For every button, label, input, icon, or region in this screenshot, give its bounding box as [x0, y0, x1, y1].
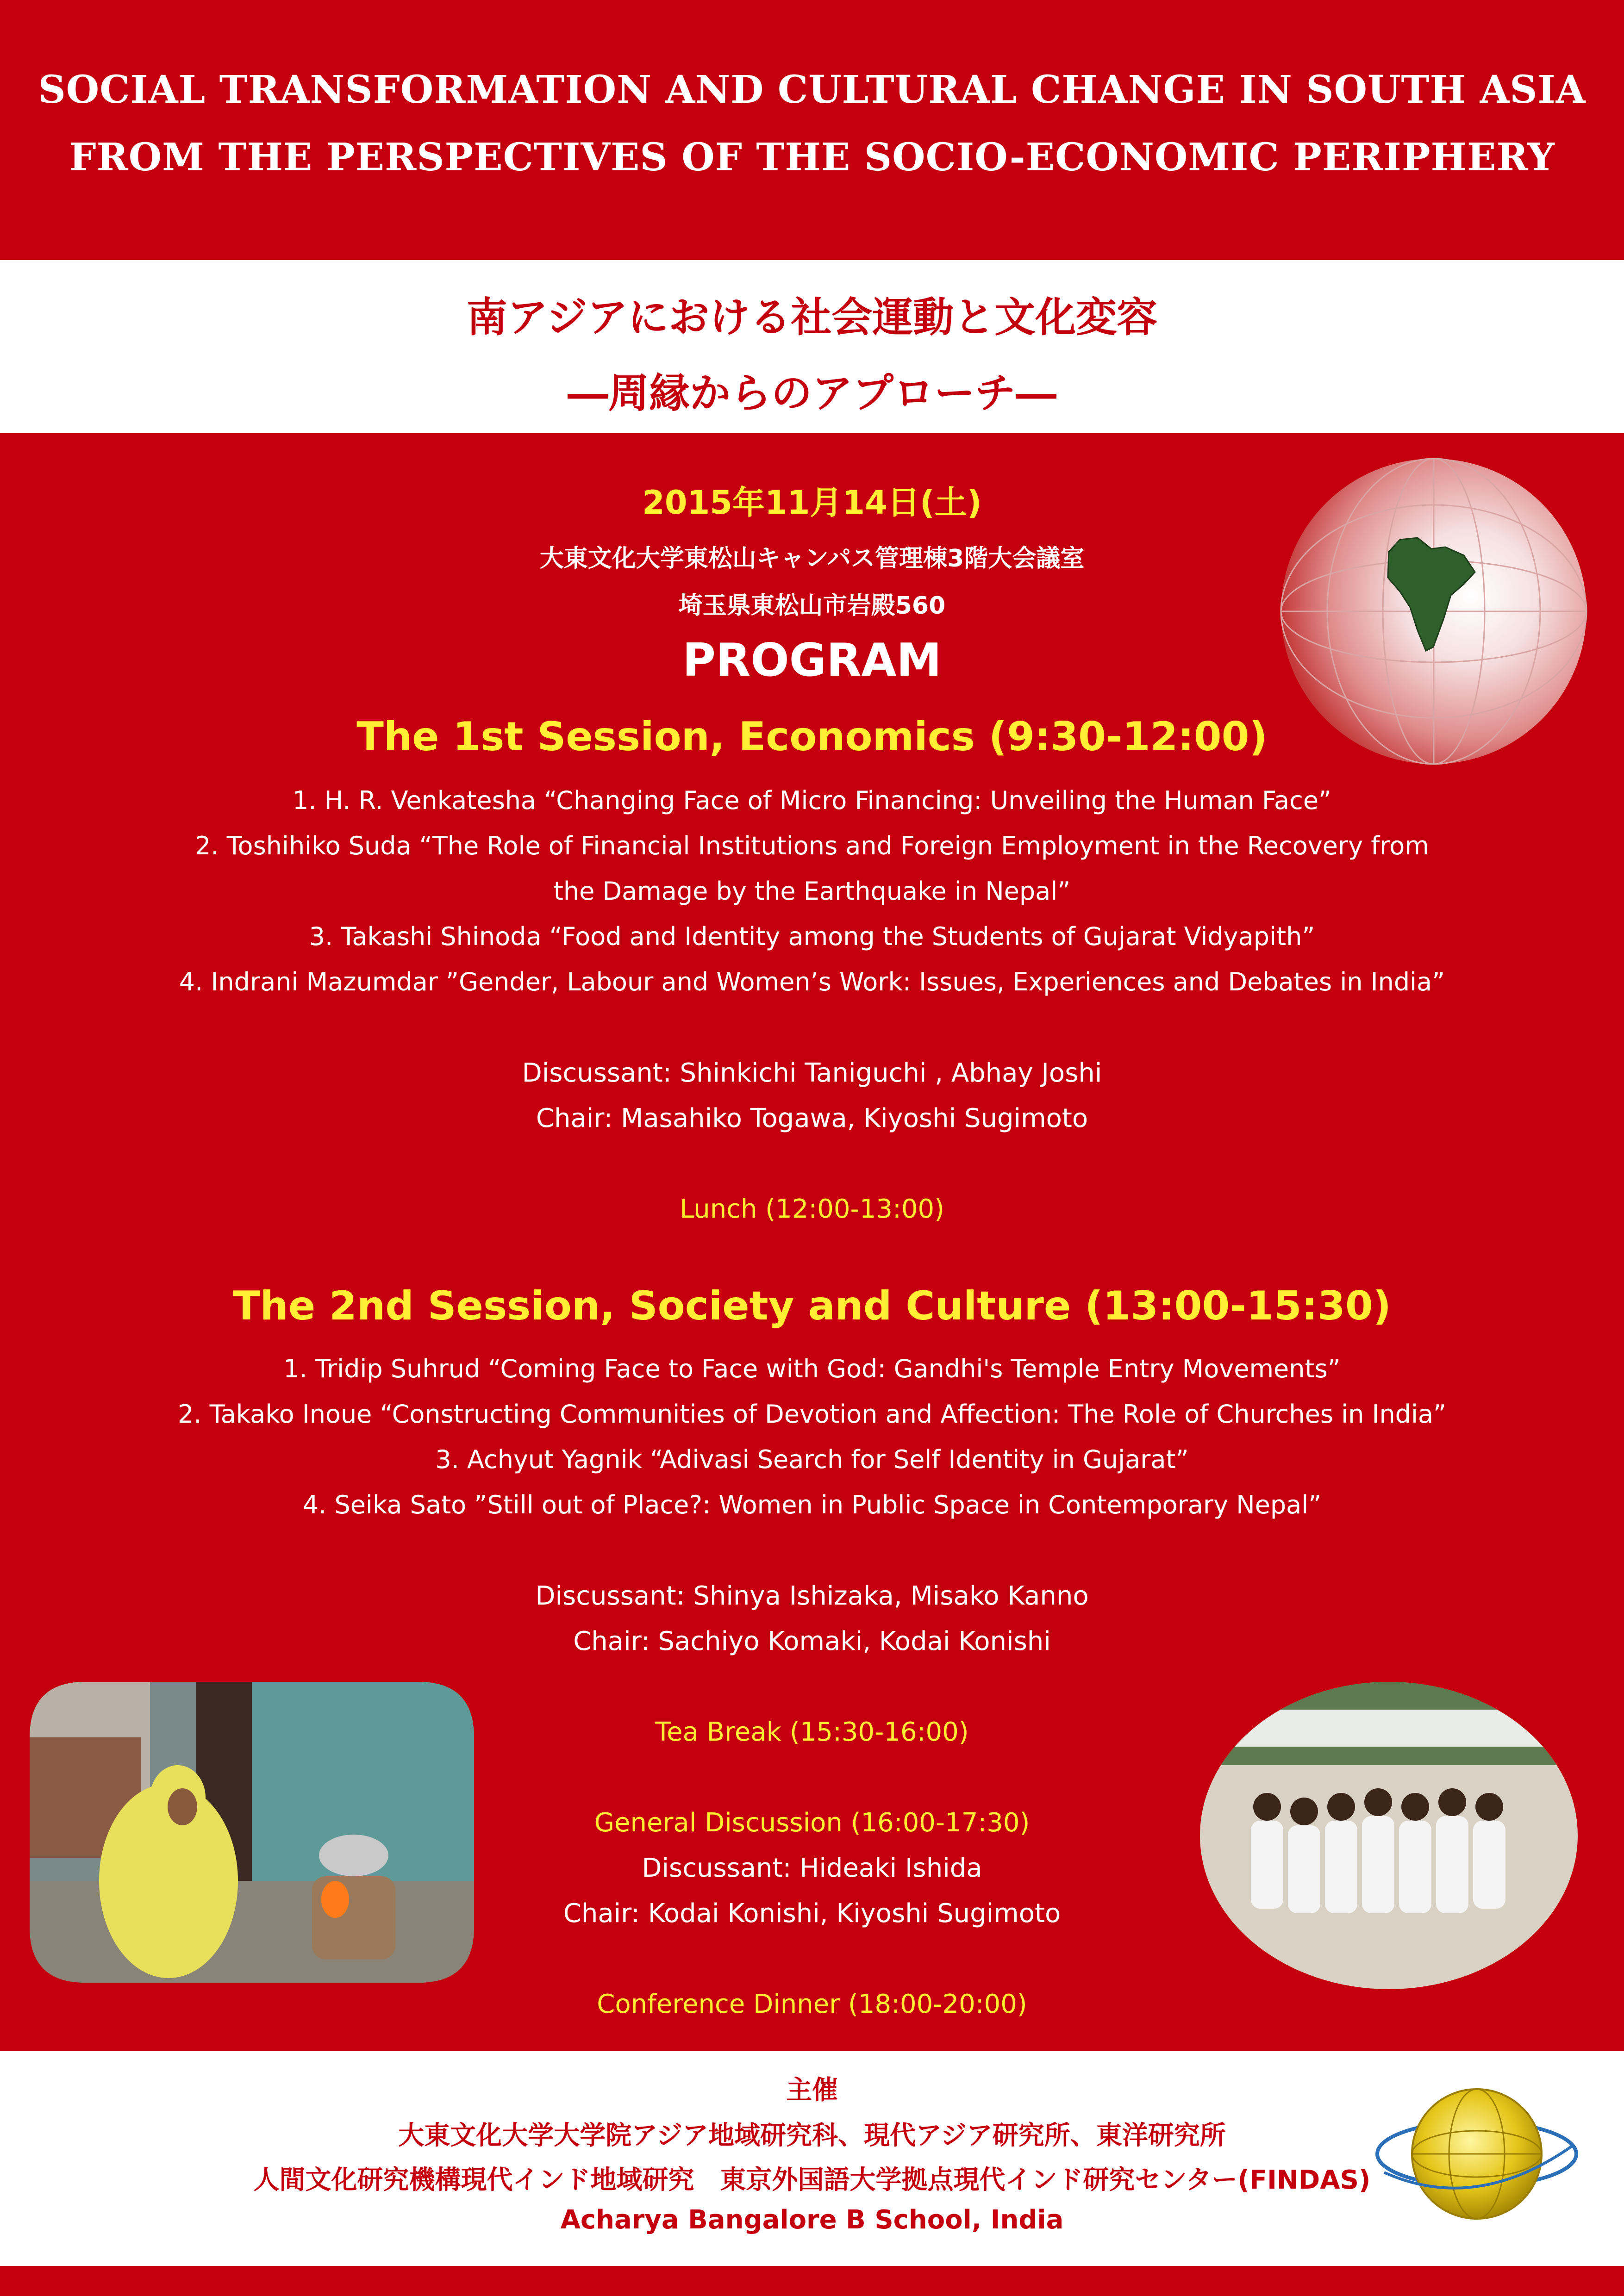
session1-title: The 1st Session, Economics (9:30-12:00)	[356, 714, 1268, 760]
event-address: 埼玉県東松山市岩殿560	[678, 592, 946, 620]
japanese-title-line2: ―周縁からのアプローチ―	[567, 369, 1056, 417]
session2-title: The 2nd Session, Society and Culture (13:00-15:30)	[232, 1283, 1392, 1329]
session1-talk-4: 4. Indrani Mazumdar ”Gender, Labour and Women’s Work: Issues, Experiences and Debates in India”	[179, 967, 1445, 996]
japanese-title-band	[0, 260, 1624, 433]
photo-schoolchildren	[1200, 1682, 1578, 1989]
lunch-break: Lunch (12:00-13:00)	[680, 1194, 944, 1224]
tea-break: Tea Break (15:30-16:00)	[655, 1717, 969, 1747]
general-discussion-discussant: Discussant: Hideaki Ishida	[642, 1853, 982, 1883]
session2-talk-3: 3. Achyut Yagnik “Adivasi Search for Self Identity in Gujarat”	[435, 1445, 1189, 1474]
organizers-line3: Acharya Bangalore B School, India	[560, 2205, 1064, 2235]
english-title-line2: FROM THE PERSPECTIVES OF THE SOCIO-ECONOMIC PERIPHERY	[69, 135, 1555, 180]
general-discussion-chair: Chair: Kodai Konishi, Kiyoshi Sugimoto	[563, 1898, 1061, 1929]
photo-woman-cooking	[30, 1682, 474, 1983]
session1-talk-2-cont: the Damage by the Earthquake in Nepal”	[553, 877, 1071, 906]
english-title-line1: SOCIAL TRANSFORMATION AND CULTURAL CHANGE IN SOUTH ASIA	[38, 68, 1586, 112]
session2-chair: Chair: Sachiyo Komaki, Kodai Konishi	[573, 1626, 1051, 1656]
session2-talk-2: 2. Takako Inoue “Constructing Communities of Devotion and Affection: The Role of Churches in India”	[177, 1400, 1447, 1429]
organizers-line2: 人間文化研究機構現代インド地域研究 東京外国語大学拠点現代インド研究センター(FINDAS)	[253, 2165, 1371, 2195]
session1-talk-2: 2. Toshihiko Suda “The Role of Financial Institutions and Foreign Employment in the Recovery from	[195, 831, 1429, 860]
conference-dinner: Conference Dinner (18:00-20:00)	[597, 1989, 1027, 2019]
japanese-title-line1: 南アジアにおける社会運動と文化変容	[466, 293, 1158, 341]
event-venue: 大東文化大学東松山キャンパス管理棟3階大会議室	[539, 545, 1085, 572]
session1-discussant: Discussant: Shinkichi Taniguchi , Abhay Joshi	[522, 1058, 1102, 1088]
session2-talk-4: 4. Seika Sato ”Still out of Place?: Women in Public Space in Contemporary Nepal”	[302, 1490, 1322, 1519]
program-heading: PROGRAM	[682, 634, 942, 687]
organizers-label: 主催	[786, 2075, 838, 2105]
session1-talk-1: 1. H. R. Venkatesha “Changing Face of Micro Financing: Unveiling the Human Face”	[292, 786, 1332, 815]
session2-talk-1: 1. Tridip Suhrud “Coming Face to Face with God: Gandhi's Temple Entry Movements”	[283, 1354, 1341, 1383]
session1-talk-3: 3. Takashi Shinoda “Food and Identity among the Students of Gujarat Vidyapith”	[309, 922, 1315, 951]
session1-chair: Chair: Masahiko Togawa, Kiyoshi Sugimoto	[536, 1103, 1088, 1133]
general-discussion-title: General Discussion (16:00-17:30)	[594, 1808, 1030, 1838]
session2-discussant: Discussant: Shinya Ishizaka, Misako Kanno	[535, 1581, 1089, 1611]
event-date: 2015年11月14日(土)	[642, 484, 982, 522]
organizers-line1: 大東文化大学大学院アジア地域研究科、現代アジア研究所、東洋研究所	[398, 2121, 1226, 2151]
golden-globe-logo-icon	[1370, 2075, 1583, 2233]
header-band	[0, 0, 1624, 260]
